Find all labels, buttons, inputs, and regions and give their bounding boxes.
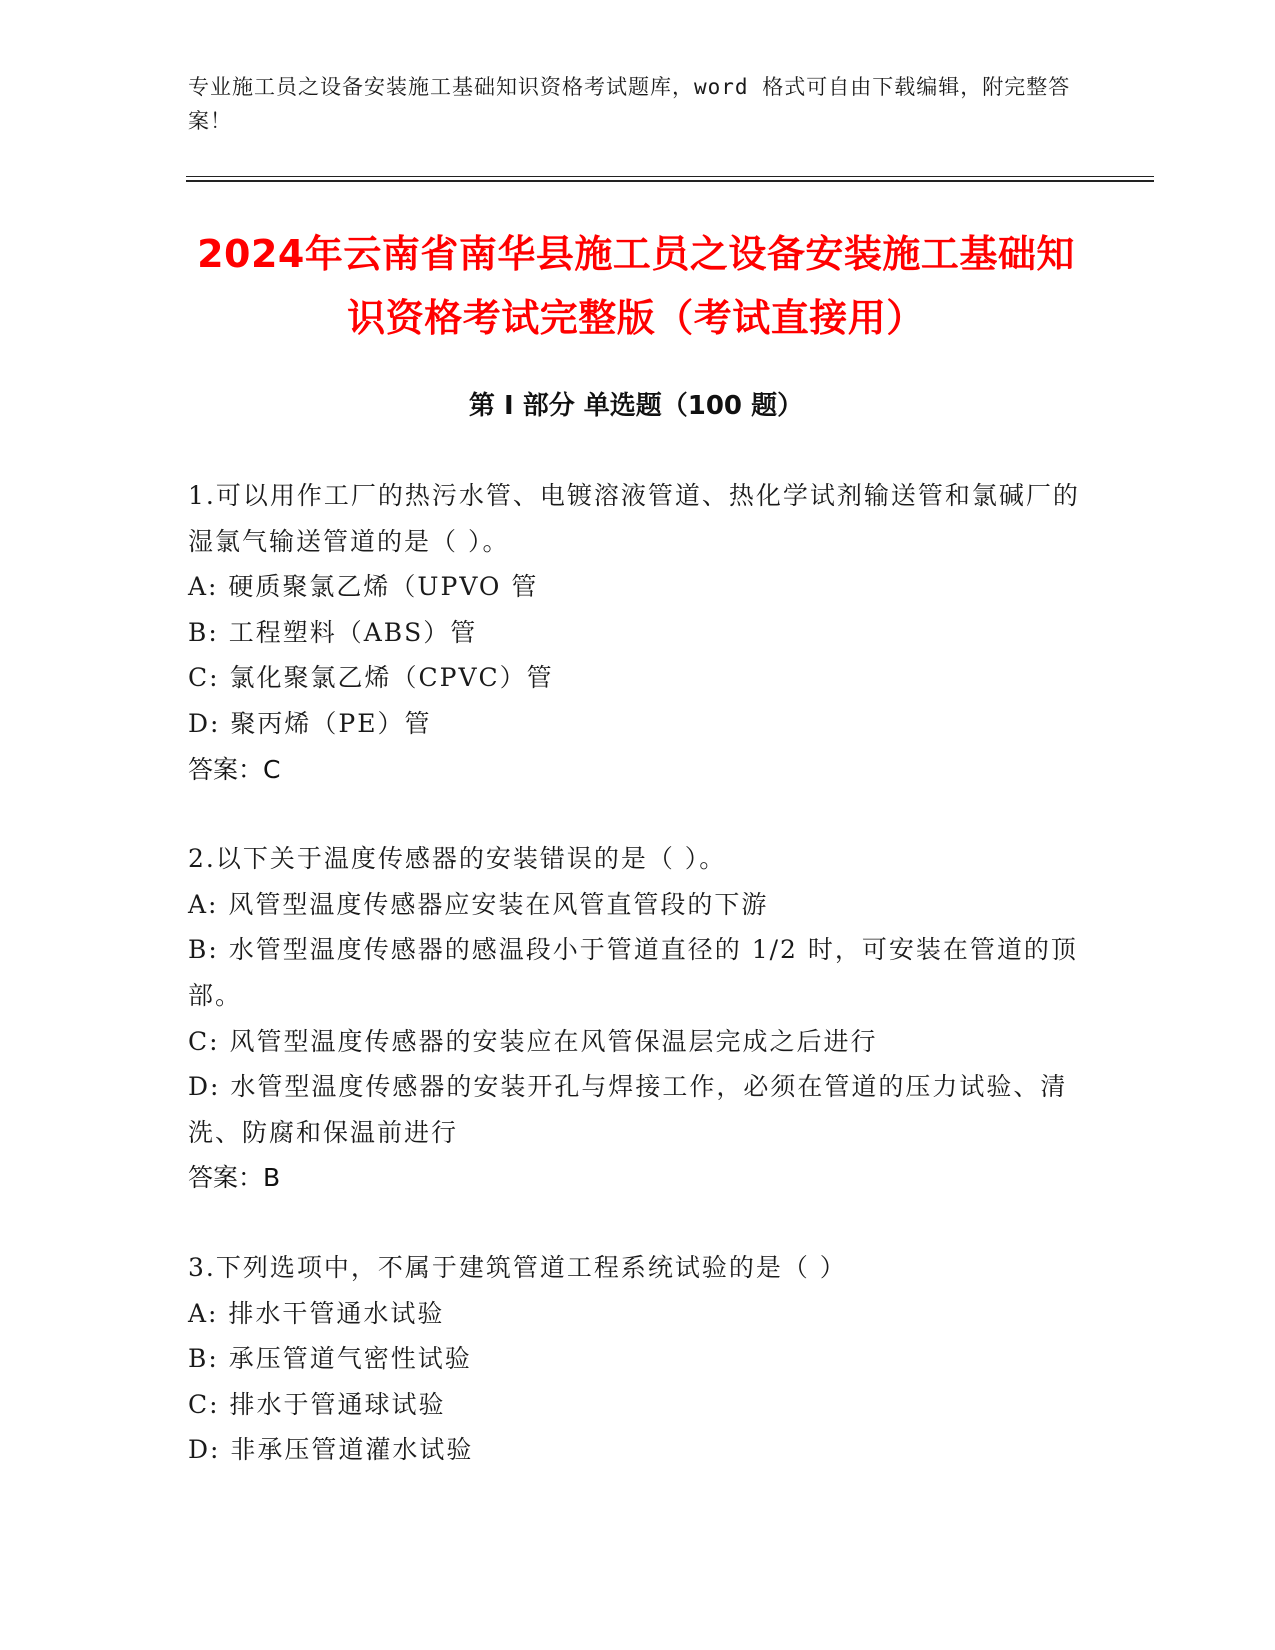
header-divider-thin bbox=[186, 176, 1154, 177]
option-d: D: 聚丙烯（PE）管 bbox=[188, 708, 432, 738]
option-a: A: 硬质聚氯乙烯（UPVO 管 bbox=[188, 572, 539, 602]
option-c: C: 风管型温度传感器的安装应在风管保温层完成之后进行 bbox=[188, 1026, 878, 1056]
header-note: 专业施工员之设备安装施工基础知识资格考试题库，word 格式可自由下载编辑，附完整答案！ bbox=[188, 75, 1071, 133]
question-text: 1.可以用作工厂的热污水管、电镀溶液管道、热化学试剂输送管和氯碱厂的湿氯气输送管道的是（ ）。 bbox=[188, 481, 1080, 556]
document-title: 2024年云南省南华县施工员之设备安装施工基础知识资格考试完整版（考试直接用） bbox=[197, 232, 1075, 340]
option-d: D: 水管型温度传感器的安装开孔与焊接工作，必须在管道的压力试验、清洗、防腐和保温前进行 bbox=[188, 1072, 1068, 1147]
question-3 bbox=[188, 1245, 1088, 1473]
option-a: A: 排水干管通水试验 bbox=[188, 1298, 445, 1328]
option-b: B: 承压管道气密性试验 bbox=[188, 1344, 472, 1374]
option-d: D: 非承压管道灌水试验 bbox=[188, 1435, 474, 1465]
header-divider-thick bbox=[186, 180, 1154, 182]
option-a: A: 风管型温度传感器应安装在风管直管段的下游 bbox=[188, 889, 769, 919]
section-heading: 第 I 部分 单选题（100 题） bbox=[468, 391, 804, 421]
question-1 bbox=[188, 473, 1088, 792]
option-c: C: 氯化聚氯乙烯（CPVC）管 bbox=[188, 663, 554, 693]
option-b: B: 工程塑料（ABS）管 bbox=[188, 617, 478, 647]
answer-label: 答案： bbox=[188, 1163, 264, 1193]
option-c: C: 排水于管通球试验 bbox=[188, 1389, 446, 1419]
option-b: B: 水管型温度传感器的感温段小于管道直径的 1/2 时，可安装在管道的顶部。 bbox=[188, 935, 1078, 1010]
answer-line bbox=[188, 1155, 1088, 1201]
question-list bbox=[188, 473, 1088, 1517]
answer-value: B bbox=[263, 1163, 281, 1193]
answer-label: 答案： bbox=[188, 754, 264, 784]
answer-line bbox=[188, 747, 1088, 793]
question-text: 2.以下关于温度传感器的安装错误的是（ ）。 bbox=[188, 844, 727, 874]
answer-value: C bbox=[263, 754, 281, 784]
question-2 bbox=[188, 836, 1088, 1201]
question-text: 3.下列选项中，不属于建筑管道工程系统试验的是（ ） bbox=[188, 1252, 847, 1282]
